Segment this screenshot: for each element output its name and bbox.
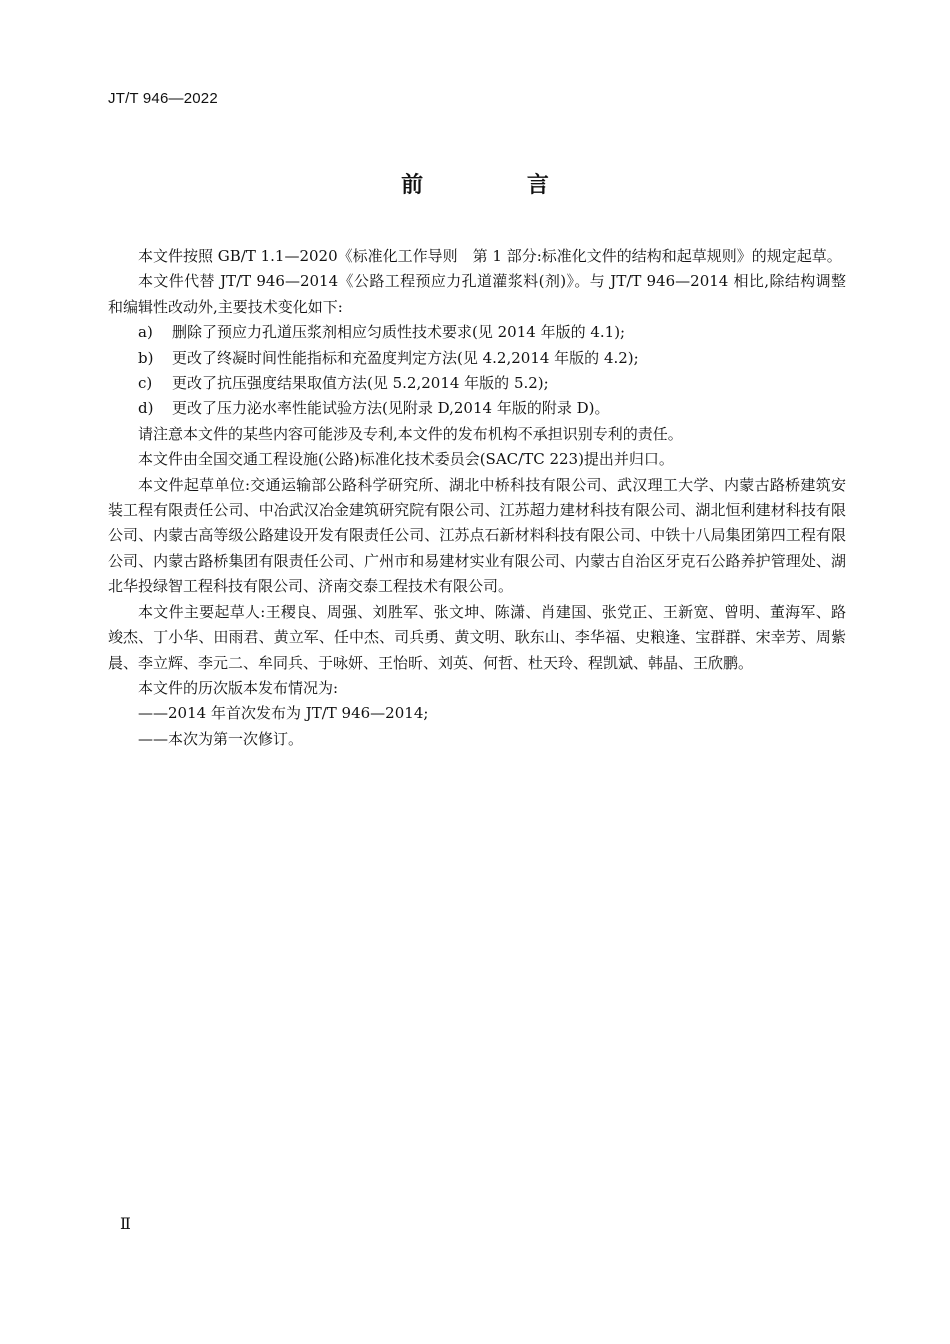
paragraph-replacement: 本文件代替 JT/T 946—2014《公路工程预应力孔道灌浆料(剂)》。与 JT/T 946—2014 相比,除结构调整和编辑性改动外,主要技术变化如下: [108,272,846,316]
list-item-text: 更改了终凝时间性能指标和充盈度判定方法(见 4.2,2014 年版的 4.2); [172,348,639,367]
list-item-text: 删除了预应力孔道压浆剂相应匀质性技术要求(见 2014 年版的 4.1); [172,323,626,342]
paragraph-proposer: 本文件由全国交通工程设施(公路)标准化技术委员会(SAC/TC 223)提出并归口。 [138,450,674,469]
paragraph-drafting-rules: 本文件按照 GB/T 1.1—2020《标准化工作导则 第 1 部分:标准化文件的结构和起草规则》的规定起草。 [138,247,842,265]
history-item: ——2014 年首次发布为 JT/T 946—2014; [138,704,429,723]
list-item-label: b) [138,348,154,367]
paragraph-patent-notice: 请注意本文件的某些内容可能涉及专利,本文件的发布机构不承担识别专利的责任。 [138,424,683,443]
page-number: Ⅱ [120,1214,131,1233]
paragraph-history-intro: 本文件的历次版本发布情况为: [138,678,339,697]
list-item [108,371,846,396]
list-item-label: c) [138,374,153,393]
list-item [108,396,846,421]
paragraph-drafters: 本文件主要起草人:王稷良、周强、刘胜军、张文坤、陈潇、肖建国、张党正、王新宽、曾明、董海军、路竣杰、丁小华、田雨君、黄立军、任中杰、司兵勇、黄文明、耿东山、李华福、史粮逢、宝群群、宋幸芳、周紫晨、李立辉、李元二、牟同兵、于咏妍、王怡昕、刘英、何哲、杜天玲、程凯斌、韩晶、王欣鹏。 [108,602,846,672]
foreword-body [108,244,846,752]
document-code: JT/T 946—2022 [108,90,218,107]
history-item: ——本次为第一次修订。 [138,729,304,748]
list-item [108,320,846,345]
page-title: 前 言 [401,173,597,198]
paragraph-drafting-units: 本文件起草单位:交通运输部公路科学研究所、湖北中桥科技有限公司、武汉理工大学、内蒙古路桥建筑安装工程有限责任公司、中冶武汉冶金建筑研究院有限公司、江苏超力建材科技有限公司、湖北恒利建材科技有限公司、内蒙古高等级公路建设开发有限责任公司、江苏点石新材料科技有限公司、中铁十八局集团第四工程有限公司、内蒙古路桥集团有限责任公司、广州市和易建材实业有限公司、内蒙古自治区牙克石公路养护管理处、湖北华投绿智工程科技有限公司、济南交泰工程技术有限公司。 [108,475,846,596]
list-item-label: a) [138,323,153,342]
list-item-label: d) [138,399,154,418]
list-item-text: 更改了压力泌水率性能试验方法(见附录 D,2014 年版的附录 D)。 [172,399,610,418]
list-item-text: 更改了抗压强度结果取值方法(见 5.2,2014 年版的 5.2); [172,374,549,393]
list-item [108,346,846,371]
